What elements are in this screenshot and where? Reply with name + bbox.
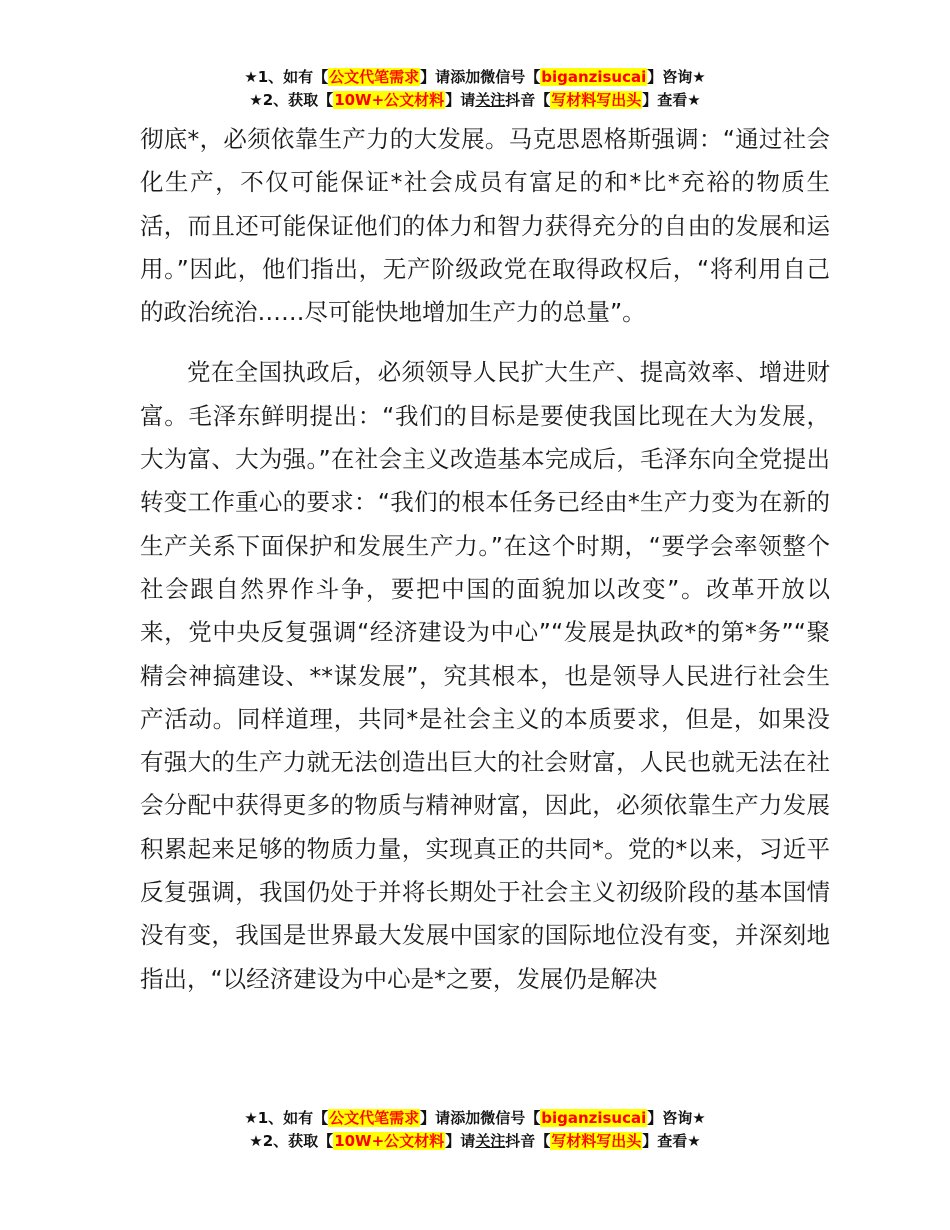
banner-text: 】咨询★	[647, 68, 706, 86]
footer-banner-line-1	[0, 1107, 950, 1130]
banner-text: 微信号【	[480, 1109, 541, 1127]
highlight-wechat-id: biganzisucai	[541, 68, 647, 86]
highlight-ghostwriting-service: 公文代笔需求	[329, 1109, 420, 1127]
banner-text: 抖音【	[505, 91, 551, 109]
banner-emphasis: 添加	[450, 68, 481, 86]
banner-text: 抖音【	[505, 1132, 551, 1150]
banner-text: 】查看★	[642, 1132, 701, 1150]
banner-text: ★1、如有【	[244, 68, 329, 86]
highlight-ghostwriting-service: 公文代笔需求	[329, 68, 420, 86]
banner-text: ★1、如有【	[244, 1109, 329, 1127]
highlight-wechat-id: biganzisucai	[541, 1109, 647, 1127]
banner-text: 】咨询★	[647, 1109, 706, 1127]
document-body	[140, 118, 830, 1001]
footer-banner	[0, 1107, 950, 1153]
paragraph-2: 党在全国执政后，必须领导人民扩大生产、提高效率、增进财富。毛泽东鲜明提出：“我们的目标是要使我国比现在大为发展，大为富、大为强。”在社会主义改造基本完成后，毛泽东向全党提出转变工作重心的要求：“我们的根本任务已经由*生产力变为在新的生产关系下面保护和发展生产力。”在这个时期，“要学会率领整个社会跟自然界作斗争，要把中国的面貌加以改变”。改革开放以来，党中央反复强调“经济建设为中心”“发展是执政*的第*务”“聚精会神搞建设、**谋发展”，究其根本，也是领导人民进行社会生产活动。同样道理，共同*是社会主义的本质要求，但是，如果没有强大的生产力就无法创造出巨大的社会财富，人民也就无法在社会分配中获得更多的物质与精神财富，因此，必须依靠生产力发展积累起来足够的物质力量，实现真正的共同*。党的*以来，习近平反复强调，我国仍处于并将长期处于社会主义初级阶段的基本国情没有变，我国是世界最大发展中国家的国际地位没有变，并深刻地指出，“以经济建设为中心是*之要，发展仍是解决	[140, 358, 830, 993]
banner-emphasis: 关注	[475, 1132, 506, 1150]
highlight-douyin-account: 写材料写出头	[551, 91, 642, 109]
header-banner-line-1	[0, 66, 950, 89]
banner-text: 】请	[445, 1132, 476, 1150]
header-banner	[0, 66, 950, 112]
paragraph-1: 彻底*，必须依靠生产力的大发展。马克思恩格斯强调：“通过社会化生产，不仅可能保证*社会成员有富足的和*比*充裕的物质生活，而且还可能保证他们的体力和智力获得充分的自由的发展和运用。”因此，他们指出，无产阶级政党在取得政权后，“将利用自己的政治统治……尽可能快地增加生产力的总量”。	[140, 125, 830, 327]
banner-emphasis: 添加	[450, 1109, 481, 1127]
banner-text: 微信号【	[480, 68, 541, 86]
highlight-materials: 10W+公文材料	[334, 1132, 445, 1150]
banner-text: ★2、获取【	[249, 91, 334, 109]
highlight-douyin-account: 写材料写出头	[551, 1132, 642, 1150]
banner-text: 】请	[420, 68, 451, 86]
banner-text: 】请	[420, 1109, 451, 1127]
banner-emphasis: 关注	[475, 91, 506, 109]
banner-text: 】查看★	[642, 91, 701, 109]
highlight-materials: 10W+公文材料	[334, 91, 445, 109]
banner-text: 】请	[445, 91, 476, 109]
header-banner-line-2	[0, 89, 950, 112]
banner-text: ★2、获取【	[249, 1132, 334, 1150]
footer-banner-line-2	[0, 1130, 950, 1153]
